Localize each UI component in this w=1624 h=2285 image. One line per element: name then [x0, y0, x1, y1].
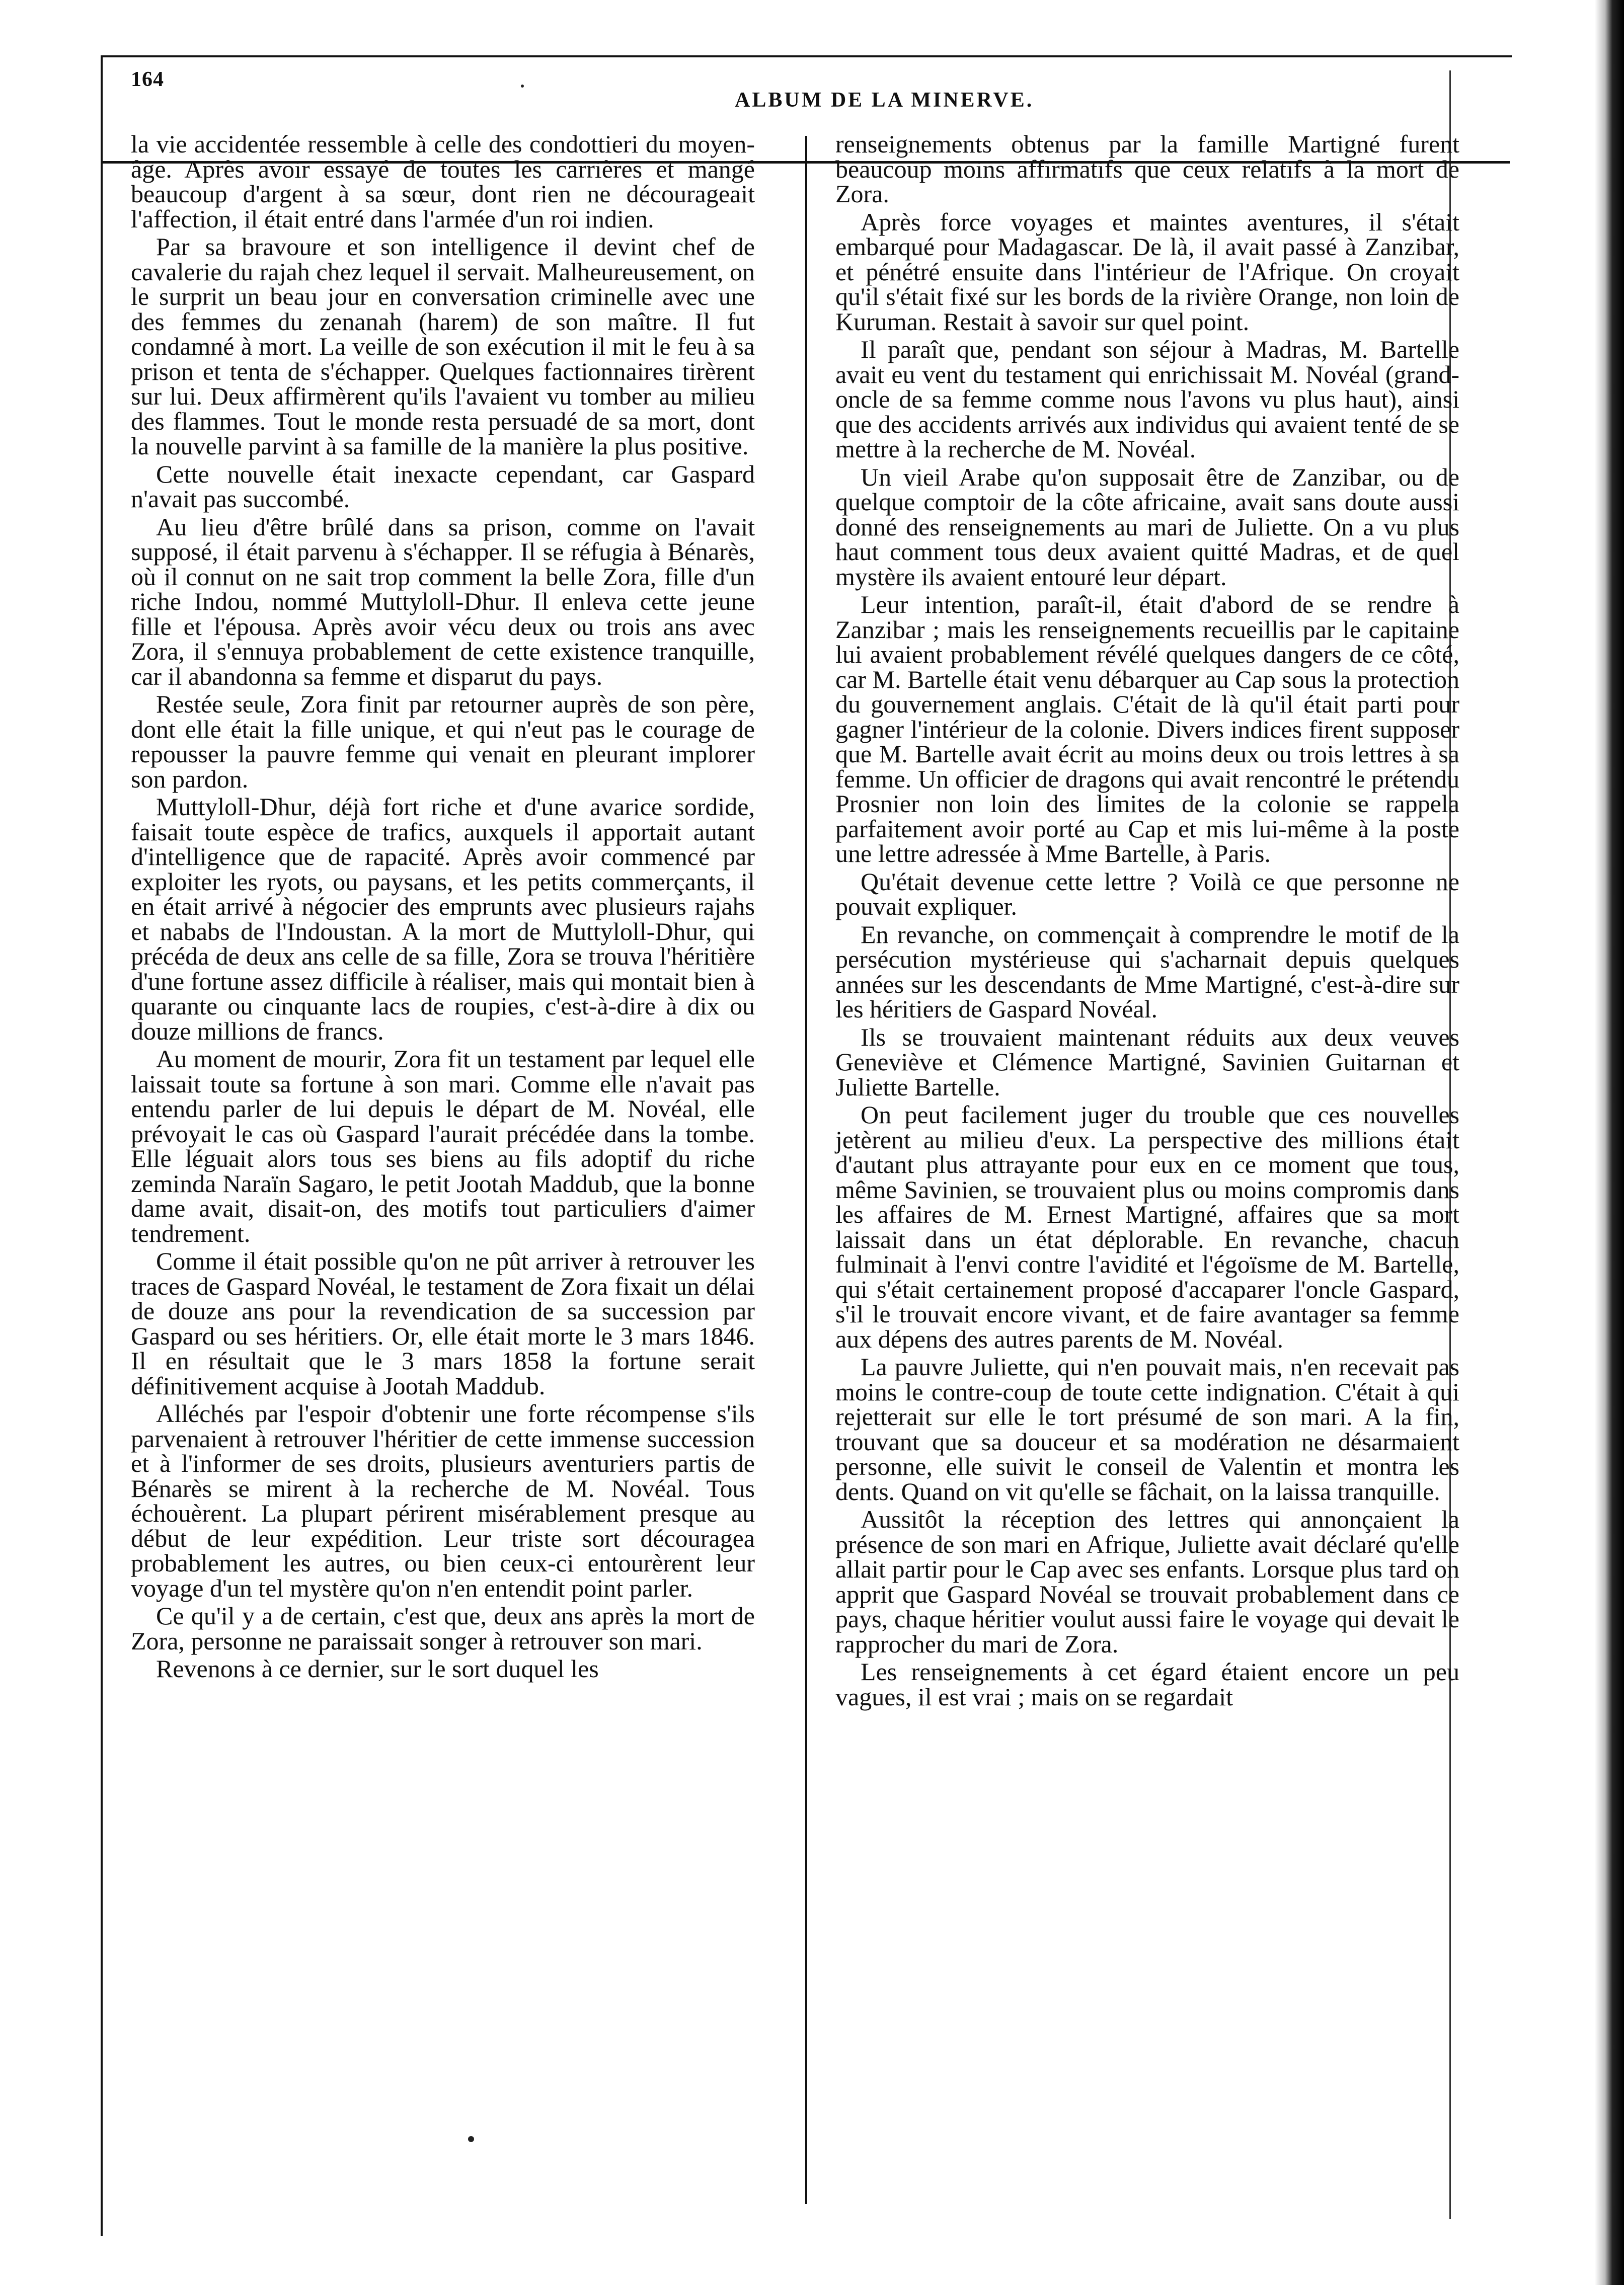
page-header: [101, 60, 1510, 112]
paragraph: Les renseignements à cet égard étaient encore un peu vagues, il est vrai ; mais on se regardait: [835, 1658, 1459, 1711]
left-column: [131, 132, 755, 1685]
paragraph: Aussitôt la réception des lettres qui annonçaient la présence de son mari en Afrique, Juliette avait déclaré qu'elle allait partir pour le Cap avec ses enfants. Lorsque plus tard on apprit que Gaspard Novéal se trouvait probablement dans ce pays, chaque héritier voulut aussi faire le voyage qui devait le rapprocher du mari de Zora.: [835, 1505, 1459, 1658]
paragraph: Leur intention, paraît-il, était d'abord de se rendre à Zanzibar ; mais les renseignements recueillis par le capitaine lui avaient probablement révélé quelques dangers de ce côté, car M. Bartelle était venu débarquer au Cap sous la protection du gouvernement anglais. C'était de là qu'il était parti pour gagner l'intérieur de la colonie. Divers indices firent supposer que M. Bartelle avait écrit au moins deux ou trois lettres à sa femme. Un officier de dragons qui avait rencontré le prétendu Prosnier non loin des limites de la colonie se rappela parfaitement avoir porté au Cap et mis lui-même à la poste une lettre adressée à Mme Bartelle, à Paris.: [835, 590, 1459, 868]
paragraph: Comme il était possible qu'on ne pût arriver à retrouver les traces de Gaspard Novéal, le testament de Zora fixait un délai de douze ans pour la revendication de sa succession par Gaspard ou ses héritiers. Or, elle était morte le 3 mars 1846. Il en résultait que le 3 mars 1858 la fortune serait définitivement acquise à Jootah Maddub.: [131, 1247, 755, 1400]
paragraph: Alléchés par l'espoir d'obtenir une forte récompense s'ils parvenaient à retrouver l'héritier de cette immense succession et à l'informer de ses droits, plusieurs aventuriers partis de Bénarès se mirent à la recherche de M. Novéal. Tous échouèrent. La plupart périrent misérablement presque au début de leur expédition. Leur triste sort découragea probablement les autres, ou bien ceux-ci entourèrent leur voyage d'un tel mystère qu'on n'en entendit point parler.: [131, 1399, 755, 1602]
paragraph: la vie accidentée ressemble à celle des condottieri du moyen-âge. Après avoir essayé de toutes les carrières et mangé beaucoup d'argent à sa sœur, dont rien ne décourageait l'affection, il était entré dans l'armée d'un roi indien.: [131, 130, 755, 233]
scan-edge-shadow: [1595, 0, 1624, 2285]
paragraph: Ils se trouvaient maintenant réduits aux deux veuves Geneviève et Clémence Martigné, Savinien Guitarnan et Juliette Bartelle.: [835, 1022, 1459, 1101]
paragraph: On peut facilement juger du trouble que ces nouvelles jetèrent au milieu d'eux. La perspective des millions était d'autant plus attrayante pour eux en ce moment que tous, même Savinien, se trouvaient plus ou moins compromis dans les affaires de M. Ernest Martigné, affaires que sa mort laissait dans un état déplorable. En revanche, chacun fulminait à l'envi contre l'avidité et l'égoïsme de M. Bartelle, qui s'était certainement proposé d'accaparer l'oncle Gaspard, s'il le trouvait encore vivant, et de faire avantager sa femme aux dépens des autres parents de M. Novéal.: [835, 1100, 1459, 1353]
column-divider: [805, 136, 807, 2204]
paragraph: Au lieu d'être brûlé dans sa prison, comme on l'avait supposé, il était parvenu à s'échapper. Il se réfugia à Bénarès, où il connut on ne sait trop comment la belle Zora, fille d'un riche Indou, nommé Muttyloll-Dhur. Il enleva cette jeune fille et l'épousa. Après avoir vécu deux ou trois ans avec Zora, il s'ennuya probablement de cette existence tranquille, car il abandonna sa femme et disparut du pays.: [131, 512, 755, 690]
paragraph: Muttyloll-Dhur, déjà fort riche et d'une avarice sordide, faisait toute espèce de trafics, auxquels il apportait autant d'intelligence que de rapacité. Après avoir commencé par exploiter les ryots, ou paysans, et les petits commerçants, il en était arrivé à négocier des emprunts avec plusieurs rajahs et nababs de l'Indoustan. A la mort de Muttyloll-Dhur, qui précéda de deux ans celle de sa fille, Zora se trouva l'héritière d'une fortune assez difficile à réaliser, mais qui montait bien à quarante ou cinquante lacs de roupies, c'est-à-dire à dix ou douze millions de francs.: [131, 793, 755, 1045]
scan-speck: [521, 85, 524, 88]
paragraph: Ce qu'il y a de certain, c'est que, deux ans après la mort de Zora, personne ne paraissait songer à retrouver son mari.: [131, 1602, 755, 1655]
paragraph: En revanche, on commençait à comprendre le motif de la persécution mystérieuse qui s'acharnait depuis quelques années sur les descendants de Mme Martigné, c'est-à-dire sur les héritiers de Gaspard Novéal.: [835, 920, 1459, 1023]
paragraph: Cette nouvelle était inexacte cependant, car Gaspard n'avait pas succombé.: [131, 459, 755, 513]
paragraph: Après force voyages et maintes aventures, il s'était embarqué pour Madagascar. De là, il avait passé à Zanzibar, et pénétré ensuite dans l'intérieur de l'Afrique. On croyait qu'il s'était fixé sur les bords de la rivière Orange, non loin de Kuruman. Restait à savoir sur quel point.: [835, 207, 1459, 336]
paragraph: Par sa bravoure et son intelligence il devint chef de cavalerie du rajah chez lequel il servait. Malheureusement, on le surprit un beau jour en conversation criminelle avec une des femmes du zenanah (harem) de son maître. Il fut condamné à mort. La veille de son exécution il mit le feu à sa prison et tenta de s'échapper. Quelques factionnaires tirèrent sur lui. Deux affirmèrent qu'ils l'avaient vu tomber au milieu des flammes. Tout le monde resta persuadé de sa mort, dont la nouvelle parvint à sa famille de la manière la plus positive.: [131, 232, 755, 460]
paragraph: renseignements obtenus par la famille Martigné furent beaucoup moins affirmatifs que ceux relatifs à la mort de Zora.: [835, 130, 1459, 208]
paragraph: Au moment de mourir, Zora fit un testament par lequel elle laissait toute sa fortune à son mari. Comme elle n'avait pas entendu parler de lui depuis le départ de M. Novéal, elle prévoyait le cas où Gaspard l'aurait précédée dans la tombe. Elle léguait alors tous ses biens au fils adoptif du riche zeminda Naraïn Sagaro, le petit Jootah Maddub, que la bonne dame avait, disait-on, des motifs tout particuliers d'aimer tendrement.: [131, 1045, 755, 1247]
paragraph: La pauvre Juliette, qui n'en pouvait mais, n'en recevait pas moins le contre-coup de toute cette indignation. C'était à qui rejetterait sur elle le tort présumé de son mari. A la fin, trouvant que sa douceur et sa modération ne désarmaient personne, elle suivit le conseil de Valentin et montra les dents. Quand on vit qu'elle se fâchait, on la laissa tranquille.: [835, 1353, 1459, 1506]
scan-speck: [468, 2136, 474, 2142]
paragraph: Un vieil Arabe qu'on supposait être de Zanzibar, ou de quelque comptoir de la côte africaine, avait sans doute aussi donné des renseignements au mari de Juliette. On a vu plus haut comment tous deux avaient quitté Madras, et de quel mystère ils avaient entouré leur départ.: [835, 462, 1459, 591]
right-column: [835, 132, 1459, 1712]
page-number: 164: [131, 68, 164, 91]
paragraph: Restée seule, Zora finit par retourner auprès de son père, dont elle était la fille unique, et qui n'eut pas le courage de repousser la pauvre femme qui venait en pleurant implorer son pardon.: [131, 690, 755, 793]
running-title: ALBUM DE LA MINERVE.: [735, 89, 1034, 112]
paragraph: Revenons à ce dernier, sur le sort duquel les: [156, 1654, 599, 1683]
paragraph: Il paraît que, pendant son séjour à Madras, M. Bartelle avait eu vent du testament qui enrichissait M. Novéal (grand-oncle de sa femme comme nous l'avons vu plus haut), ainsi que des accidents arrivés aux individus qui avaient tenté de se mettre à la recherche de M. Novéal.: [835, 335, 1459, 463]
paragraph: Qu'était devenue cette lettre ? Voilà ce que personne ne pouvait expliquer.: [835, 867, 1459, 920]
